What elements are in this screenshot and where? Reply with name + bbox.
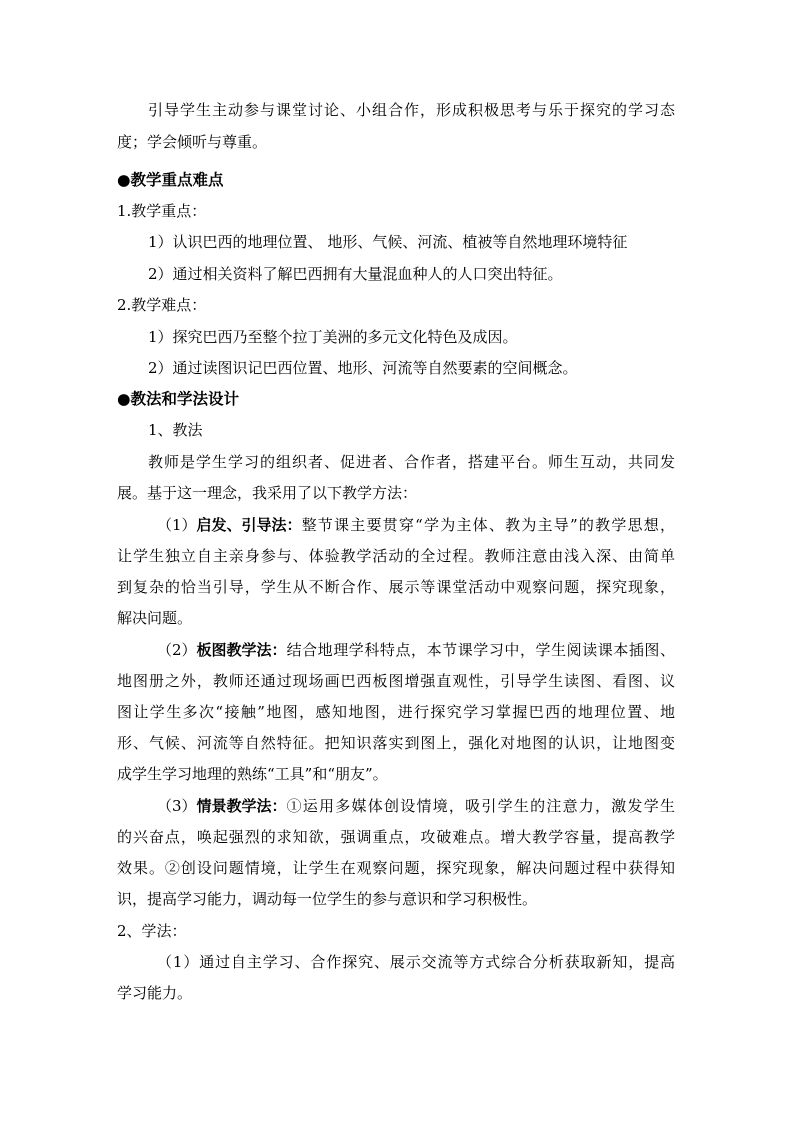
method3-line-2: 的兴奋点，唤起强烈的求知欲，强调重点，攻破难点。增大教学容量，提高教学 (117, 828, 675, 846)
learning1-line-2: 学习能力。 (117, 984, 193, 1002)
methods-heading: ●教法和学法设计 (117, 389, 240, 408)
method1-line-4: 解决问题。 (117, 609, 193, 627)
key-point-2: 2）通过相关资料了解巴西拥有大量混血种人的人口突出特征。 (148, 265, 563, 283)
intro-line-2: 度；学会倾听与尊重。 (117, 133, 268, 151)
method2-line-2: 地图册之外，教师还通过现场画巴西板图增强直观性，引导学生读图、看图、议 (117, 672, 675, 690)
method3-name: 情景教学法： (196, 797, 287, 815)
method2-first-line (157, 640, 675, 660)
teaching-intro-line-2: 展。基于这一理念，我采用了以下教学方法： (117, 484, 418, 502)
method1-line-2: 让学生独立自主亲身参与、体验教学活动的全过程。教师注意由浅入深、由简单 (117, 547, 675, 565)
method2-line-3: 图让学生多次“接触”地图，感知地图，进行探究学习掌握巴西的地理位置、地 (117, 703, 675, 721)
method3-line-3: 效果。②创设问题情境，让学生在观察问题，探究现象，解决问题过程中获得知 (117, 859, 675, 877)
method2-name: 板图教学法： (196, 641, 287, 659)
method3-first-line (157, 796, 675, 816)
difficulties-label: 2.教学难点： (117, 296, 207, 314)
key-point-1: 1）认识巴西的地理位置、 地形、气候、河流、植被等自然地理环境特征 (148, 233, 628, 251)
difficulty-2: 2）通过读图识记巴西位置、地形、河流等自然要素的空间概念。 (148, 359, 578, 377)
learning-label: 2、学法： (117, 922, 187, 940)
difficulty-1: 1）探究巴西乃至整个拉丁美洲的多元文化特色及成因。 (148, 328, 518, 346)
method2-number: （2） (157, 641, 197, 659)
method2-line-5: 成学生学习地理的熟练“工具”和“朋友”。 (117, 765, 388, 783)
learning1-line-1: （1）通过自主学习、合作探究、展示交流等方式综合分析获取新知，提高 (157, 953, 675, 971)
method2-line-4: 形、气候、河流等自然特征。把知识落实到图上，强化对地图的认识，让地图变 (117, 734, 675, 752)
method1-name: 启发、引导法： (196, 516, 302, 534)
method1-first-line (157, 515, 675, 535)
key-points-label: 1.教学重点： (117, 202, 207, 220)
method3-line-1: ①运用多媒体创设情境，吸引学生的注意力，激发学生 (286, 797, 675, 815)
method3-number: （3） (157, 797, 197, 815)
teaching-intro-line-1: 教师是学生学习的组织者、促进者、合作者，搭建平台。师生互动，共同发 (148, 453, 675, 471)
method1-number: （1） (157, 516, 197, 534)
method1-line-1: 整节课主要贯穿“学为主体、教为主导”的教学思想， (301, 516, 675, 534)
method3-line-4: 识，提高学习能力，调动每一位学生的参与意识和学习积极性。 (117, 890, 538, 908)
key-points-heading: ●教学重点难点 (117, 170, 224, 189)
teaching-label: 1、教法 (148, 421, 203, 439)
intro-line-1: 引导学生主动参与课堂讨论、小组合作，形成积极思考与乐于探究的学习态 (148, 101, 675, 119)
method1-line-3: 到复杂的恰当引导，学生从不断合作、展示等课堂活动中观察问题，探究现象， (117, 578, 675, 596)
method2-line-1: 结合地理学科特点，本节课学习中，学生阅读课本插图、 (286, 641, 675, 659)
